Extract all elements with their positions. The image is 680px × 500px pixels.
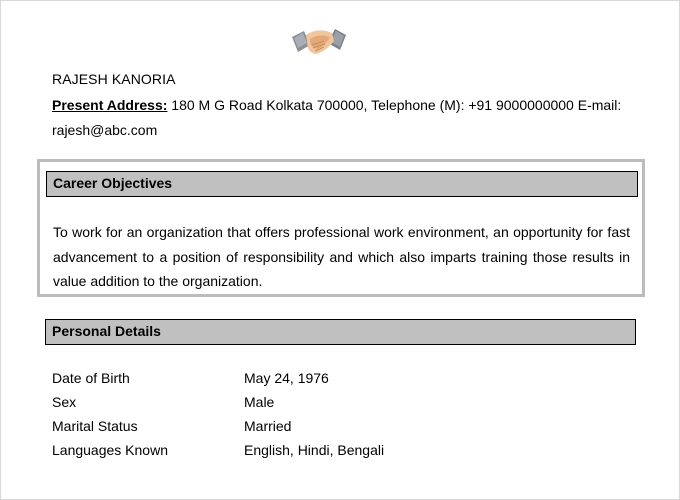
career-objectives-heading: Career Objectives: [46, 171, 638, 197]
detail-value: English, Hindi, Bengali: [244, 442, 385, 458]
present-address: [52, 93, 642, 143]
detail-value: May 24, 1976: [244, 370, 329, 386]
detail-row-languages-known: [52, 439, 612, 463]
detail-value: Male: [244, 394, 275, 410]
present-address-text: 180 M G Road Kolkata 700000, Telephone (M): +91 9000000000 E-mail: rajesh@abc.com: [52, 97, 622, 138]
present-address-label: Present Address:: [52, 97, 168, 113]
handshake-icon: [290, 21, 348, 63]
career-objectives-section: [37, 159, 645, 297]
detail-label: Date of Birth: [52, 370, 130, 386]
career-objectives-text: To work for an organization that offers professional work environment, an opportunity for fast advancement to a position of responsibility and which also imparts training those results in value addition to the organization.: [53, 224, 630, 289]
detail-row-marital-status: [52, 415, 612, 439]
detail-row-sex: [52, 391, 612, 415]
detail-label: Marital Status: [52, 418, 138, 434]
detail-label: Sex: [52, 394, 77, 410]
personal-details-list: [52, 367, 612, 463]
detail-row-date-of-birth: [52, 367, 612, 391]
candidate-name: RAJESH KANORIA: [52, 71, 176, 87]
detail-label: Languages Known: [52, 442, 168, 458]
detail-value: Married: [244, 418, 292, 434]
personal-details-heading: Personal Details: [45, 319, 636, 345]
